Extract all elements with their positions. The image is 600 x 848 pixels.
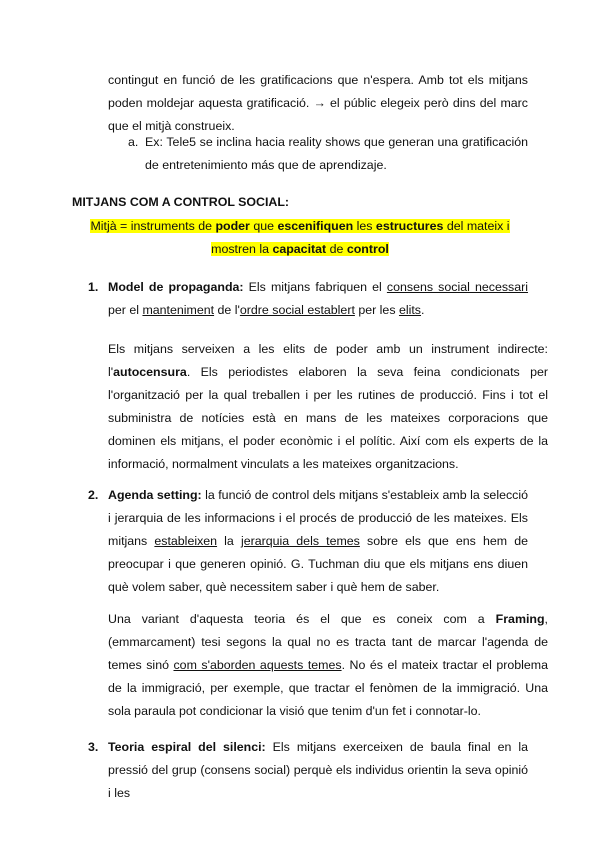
item-1-paragraph-2 (108, 338, 548, 476)
item-title: Model de propaganda: (108, 280, 244, 294)
list-item-propaganda (88, 276, 528, 322)
item-2-paragraph-2 (108, 608, 548, 723)
item-title: Agenda setting: (108, 488, 202, 502)
underlined-text: consens social necessari (386, 280, 529, 294)
item-2-paragraph-1 (108, 484, 528, 599)
text-run: la (217, 534, 241, 548)
underlined-text: jerarquia dels temes (240, 534, 360, 548)
def-part-2: que (249, 219, 278, 233)
sub-list-marker: a. (128, 135, 139, 149)
sub-list-item-a (128, 131, 528, 177)
list-number: 1. (88, 280, 99, 294)
def-word-capacitat: capacitat (272, 242, 327, 256)
underlined-text: estableixen (154, 534, 218, 548)
underlined-text: ordre social establert (239, 303, 355, 317)
item-1-paragraph-1 (108, 276, 528, 322)
def-part-1: Mitjà = instruments de (90, 219, 216, 233)
text-run: . (421, 303, 425, 317)
underlined-text: manteniment (142, 303, 215, 317)
underlined-text: elits (398, 303, 422, 317)
def-part-3: les (353, 219, 376, 233)
section-heading: MITJANS COM A CONTROL SOCIAL: (72, 195, 290, 209)
text-run: Els mitjans exerceixen de baula final en la pressió del grup (consens social) perquè els individus orientin la seva opinió i les (108, 740, 528, 800)
text-run: de l' (214, 303, 240, 317)
text-run: Els mitjans serveixen a les elits de poder amb un instrument indirecte: l' (108, 342, 548, 379)
text-run: sobre els que ens hem de preocupar i que generen opinió. G. Tuchman diu que els mitjans ens diuen què volem saber, què necessitem saber i què hem de saber. (108, 534, 528, 594)
text-run: per el (108, 303, 143, 317)
text-run: Els mitjans fabriquen el (243, 280, 387, 294)
item-3-paragraph-1 (108, 736, 528, 805)
list-number: 2. (88, 488, 99, 502)
list-item-spiral-of-silence (88, 736, 528, 805)
text-run: la funció de control dels mitjans s'estableix amb la selecció i jerarquia de les informacions i el procés de producció de les mateixes. Els mitjans (108, 488, 528, 548)
def-word-poder: poder (215, 219, 250, 233)
def-part-5: de (326, 242, 347, 256)
text-run: , (emmarcament) tesi segons la qual no es tracta tant de marcar l'agenda de temes sinó (108, 612, 548, 672)
list-item-agenda-setting (88, 484, 528, 599)
underlined-text: com s'aborden aquests temes (173, 658, 342, 672)
text-run: per les (354, 303, 399, 317)
intro-paragraph: contingut en funció de les gratificacions que n'espera. Amb tot els mitjans poden moldejar aquesta gratificació. → el públic elegeix però dins del marc que el mitjà construeix. (108, 73, 528, 133)
bold-term: autocensura (113, 365, 187, 379)
definition-highlight (72, 215, 528, 261)
def-word-estructures: estructures (375, 219, 444, 233)
text-run: . No és el mateix tractar el problema de la immigració, per exemple, que tractar el fenòmen de la immigració. Una sola paraula pot condicionar la visió que tenim d'un fet i connotar-lo. (108, 658, 548, 718)
text-run: . Els periodistes elaboren la seva feina condicionats per l'organització per la qual treballen i per les rutines de producció. Fins i tot el subministra de notícies està en mans de les mateixes corporacions que dominen els mitjans, el poder econòmic i el polític. Així com els experts de la informació, normalment vinculats a les mateixes organitzacions. (108, 365, 548, 471)
bold-term: Framing (495, 612, 545, 626)
text-run: Una variant d'aquesta teoria és el que es coneix com a (108, 612, 496, 626)
sub-list-text: Ex: Tele5 se inclina hacia reality shows que generan una gratificación de entretenimiento más que de aprendizaje. (145, 135, 528, 172)
def-part-4: del mateix i mostren la (211, 219, 510, 256)
def-word-control: control (346, 242, 389, 256)
def-word-escenifiquen: escenifiquen (277, 219, 354, 233)
list-number: 3. (88, 740, 99, 754)
item-title: Teoria espiral del silenci: (108, 740, 266, 754)
